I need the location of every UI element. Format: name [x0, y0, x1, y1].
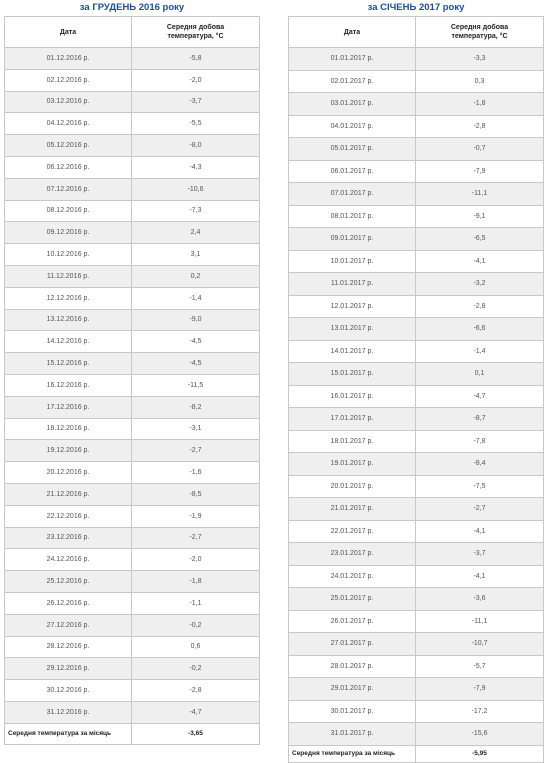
- date-column-header: Дата: [289, 17, 416, 48]
- date-cell: 05.12.2016 р.: [5, 135, 132, 157]
- date-cell: 09.01.2017 р.: [289, 228, 416, 251]
- date-cell: 20.12.2016 р.: [5, 462, 132, 484]
- date-cell: 03.12.2016 р.: [5, 91, 132, 113]
- date-cell: 11.12.2016 р.: [5, 265, 132, 287]
- table-footer-row: [5, 723, 260, 744]
- temperature-cell: -3,6: [416, 588, 544, 611]
- date-cell: 10.12.2016 р.: [5, 244, 132, 266]
- date-cell: 16.12.2016 р.: [5, 374, 132, 396]
- table-row: [289, 93, 544, 116]
- january-rows: [289, 48, 544, 746]
- temperature-cell: 0,6: [132, 636, 260, 658]
- temperature-header-line2: температура, °С: [451, 33, 508, 40]
- december-temperature-table: [4, 16, 260, 745]
- date-cell: 17.01.2017 р.: [289, 408, 416, 431]
- table-row: [289, 363, 544, 386]
- table-row: [5, 113, 260, 135]
- temperature-cell: -2,8: [416, 295, 544, 318]
- temperature-cell: 3,1: [132, 244, 260, 266]
- temperature-cell: -2,8: [416, 115, 544, 138]
- temperature-cell: 2,4: [132, 222, 260, 244]
- temperature-cell: -2,7: [416, 498, 544, 521]
- temperature-cell: -2,7: [132, 440, 260, 462]
- table-row: [5, 527, 260, 549]
- temperature-header-line1: Середня добова: [450, 24, 509, 31]
- table-row: [289, 633, 544, 656]
- date-column-header: Дата: [5, 17, 132, 48]
- table-row: [289, 318, 544, 341]
- table-row: [5, 331, 260, 353]
- table-row: [289, 543, 544, 566]
- date-cell: 23.01.2017 р.: [289, 543, 416, 566]
- date-cell: 22.12.2016 р.: [5, 505, 132, 527]
- date-cell: 20.01.2017 р.: [289, 475, 416, 498]
- table-row: [5, 374, 260, 396]
- table-row: [5, 178, 260, 200]
- temperature-cell: -1,9: [132, 505, 260, 527]
- temperature-cell: -11,5: [132, 374, 260, 396]
- temperature-cell: -4,1: [416, 520, 544, 543]
- table-row: [289, 48, 544, 71]
- table-row: [289, 295, 544, 318]
- temperature-cell: -17,2: [416, 700, 544, 723]
- table-row: [289, 498, 544, 521]
- temperature-header-line2: температура, °С: [167, 33, 224, 40]
- temperature-cell: -3,3: [416, 48, 544, 71]
- temperature-cell: -8,7: [416, 408, 544, 431]
- temperature-cell: -6,5: [416, 228, 544, 251]
- table-row: [289, 115, 544, 138]
- date-cell: 09.12.2016 р.: [5, 222, 132, 244]
- temperature-cell: -1,6: [132, 462, 260, 484]
- table-row: [289, 273, 544, 296]
- temperature-cell: -3,7: [132, 91, 260, 113]
- date-cell: 07.01.2017 р.: [289, 183, 416, 206]
- temperature-cell: -4,3: [132, 156, 260, 178]
- temperature-cell: -1,8: [132, 571, 260, 593]
- table-row: [289, 183, 544, 206]
- table-row: [289, 700, 544, 723]
- date-cell: 13.12.2016 р.: [5, 309, 132, 331]
- date-cell: 26.12.2016 р.: [5, 592, 132, 614]
- date-cell: 14.12.2016 р.: [5, 331, 132, 353]
- date-cell: 22.01.2017 р.: [289, 520, 416, 543]
- table-row: [5, 91, 260, 113]
- temperature-cell: -4,5: [132, 353, 260, 375]
- date-cell: 30.01.2017 р.: [289, 700, 416, 723]
- date-cell: 05.01.2017 р.: [289, 138, 416, 161]
- table-row: [289, 588, 544, 611]
- table-row: [5, 658, 260, 680]
- table-row: [5, 244, 260, 266]
- table-row: [5, 418, 260, 440]
- temperature-cell: -2,8: [132, 680, 260, 702]
- table-row: [5, 680, 260, 702]
- table-header-row: [289, 17, 544, 48]
- monthly-average-value: -3,65: [132, 723, 260, 744]
- temperature-header-line1: Середня добова: [166, 24, 225, 31]
- table-row: [289, 475, 544, 498]
- date-cell: 31.01.2017 р.: [289, 723, 416, 746]
- table-row: [289, 408, 544, 431]
- table-row: [5, 505, 260, 527]
- temperature-cell: -8,4: [416, 453, 544, 476]
- january-2017-panel: [288, 0, 544, 763]
- temperature-cell: -1,4: [132, 287, 260, 309]
- table-row: [5, 462, 260, 484]
- date-cell: 02.01.2017 р.: [289, 70, 416, 93]
- table-row: [5, 592, 260, 614]
- temperature-column-header: [416, 17, 544, 48]
- date-cell: 23.12.2016 р.: [5, 527, 132, 549]
- date-cell: 08.12.2016 р.: [5, 200, 132, 222]
- date-cell: 16.01.2017 р.: [289, 385, 416, 408]
- table-row: [5, 200, 260, 222]
- december-title: за ГРУДЕНЬ 2016 року: [79, 2, 185, 13]
- table-row: [5, 636, 260, 658]
- table-row: [5, 222, 260, 244]
- date-cell: 03.01.2017 р.: [289, 93, 416, 116]
- date-cell: 08.01.2017 р.: [289, 205, 416, 228]
- date-cell: 12.12.2016 р.: [5, 287, 132, 309]
- date-cell: 19.01.2017 р.: [289, 453, 416, 476]
- temperature-cell: -11,1: [416, 610, 544, 633]
- date-cell: 02.12.2016 р.: [5, 69, 132, 91]
- date-cell: 31.12.2016 р.: [5, 701, 132, 723]
- monthly-average-value: -5,95: [416, 745, 544, 762]
- date-cell: 01.01.2017 р.: [289, 48, 416, 71]
- table-row: [289, 453, 544, 476]
- date-cell: 27.12.2016 р.: [5, 614, 132, 636]
- table-header-row: [5, 17, 260, 48]
- temperature-cell: -8,2: [132, 396, 260, 418]
- january-title: за СІЧЕНЬ 2017 року: [367, 2, 465, 13]
- temperature-cell: -0,7: [416, 138, 544, 161]
- temperature-cell: -5,5: [132, 113, 260, 135]
- temperature-cell: -4,7: [132, 701, 260, 723]
- temperature-cell: -7,5: [416, 475, 544, 498]
- table-row: [5, 701, 260, 723]
- table-row: [289, 723, 544, 746]
- table-row: [289, 520, 544, 543]
- temperature-cell: -6,6: [416, 318, 544, 341]
- date-cell: 21.12.2016 р.: [5, 483, 132, 505]
- temperature-cell: -5,8: [132, 48, 260, 70]
- date-cell: 01.12.2016 р.: [5, 48, 132, 70]
- table-row: [5, 353, 260, 375]
- date-cell: 06.01.2017 р.: [289, 160, 416, 183]
- temperature-cell: -2,7: [132, 527, 260, 549]
- date-cell: 27.01.2017 р.: [289, 633, 416, 656]
- temperature-cell: -7,9: [416, 160, 544, 183]
- temperature-cell: -3,1: [132, 418, 260, 440]
- temperature-cell: -5,7: [416, 655, 544, 678]
- temperature-cell: -10,6: [132, 178, 260, 200]
- temperature-column-header: [132, 17, 260, 48]
- temperature-cell: -2,0: [132, 69, 260, 91]
- table-row: [5, 287, 260, 309]
- date-cell: 15.01.2017 р.: [289, 363, 416, 386]
- date-cell: 28.01.2017 р.: [289, 655, 416, 678]
- date-cell: 29.01.2017 р.: [289, 678, 416, 701]
- table-footer-row: [289, 745, 544, 762]
- temperature-cell: -3,7: [416, 543, 544, 566]
- table-row: [289, 228, 544, 251]
- date-cell: 25.12.2016 р.: [5, 571, 132, 593]
- date-cell: 17.12.2016 р.: [5, 396, 132, 418]
- table-row: [289, 385, 544, 408]
- temperature-cell: -1,8: [416, 93, 544, 116]
- table-row: [5, 69, 260, 91]
- date-cell: 11.01.2017 р.: [289, 273, 416, 296]
- temperature-cell: -7,3: [132, 200, 260, 222]
- table-row: [5, 440, 260, 462]
- temperature-cell: 0,3: [416, 70, 544, 93]
- monthly-average-label: Середня температура за місяць: [289, 745, 416, 762]
- table-row: [289, 430, 544, 453]
- table-row: [289, 655, 544, 678]
- temperature-cell: -8,0: [132, 135, 260, 157]
- table-row: [5, 156, 260, 178]
- table-row: [289, 340, 544, 363]
- table-row: [5, 309, 260, 331]
- table-row: [289, 250, 544, 273]
- temperature-cell: 0,1: [416, 363, 544, 386]
- temperature-cell: -9,0: [132, 309, 260, 331]
- date-cell: 13.01.2017 р.: [289, 318, 416, 341]
- table-row: [289, 205, 544, 228]
- temperature-cell: 0,2: [132, 265, 260, 287]
- temperature-cell: -4,7: [416, 385, 544, 408]
- temperature-cell: -7,9: [416, 678, 544, 701]
- temperature-cell: -15,6: [416, 723, 544, 746]
- monthly-average-label: Середня температура за місяць: [5, 723, 132, 744]
- date-cell: 29.12.2016 р.: [5, 658, 132, 680]
- table-row: [289, 610, 544, 633]
- temperature-cell: -1,1: [132, 592, 260, 614]
- table-row: [5, 396, 260, 418]
- date-cell: 10.01.2017 р.: [289, 250, 416, 273]
- table-row: [289, 138, 544, 161]
- date-cell: 12.01.2017 р.: [289, 295, 416, 318]
- table-row: [5, 614, 260, 636]
- temperature-cell: -9,1: [416, 205, 544, 228]
- date-cell: 25.01.2017 р.: [289, 588, 416, 611]
- table-row: [289, 678, 544, 701]
- january-temperature-table: [288, 16, 544, 763]
- temperature-cell: -8,5: [132, 483, 260, 505]
- temperature-cell: -4,1: [416, 565, 544, 588]
- table-row: [5, 549, 260, 571]
- table-row: [289, 160, 544, 183]
- temperature-cell: -0,2: [132, 658, 260, 680]
- date-cell: 30.12.2016 р.: [5, 680, 132, 702]
- december-2016-panel: [4, 0, 260, 745]
- date-cell: 04.01.2017 р.: [289, 115, 416, 138]
- temperature-cell: -2,0: [132, 549, 260, 571]
- table-row: [5, 135, 260, 157]
- date-cell: 15.12.2016 р.: [5, 353, 132, 375]
- date-cell: 14.01.2017 р.: [289, 340, 416, 363]
- date-cell: 07.12.2016 р.: [5, 178, 132, 200]
- date-cell: 26.01.2017 р.: [289, 610, 416, 633]
- date-cell: 19.12.2016 р.: [5, 440, 132, 462]
- table-row: [289, 70, 544, 93]
- date-cell: 06.12.2016 р.: [5, 156, 132, 178]
- date-cell: 21.01.2017 р.: [289, 498, 416, 521]
- temperature-cell: -1,4: [416, 340, 544, 363]
- table-row: [5, 48, 260, 70]
- table-row: [5, 483, 260, 505]
- december-rows: [5, 48, 260, 724]
- table-row: [5, 571, 260, 593]
- temperature-cell: -11,1: [416, 183, 544, 206]
- table-row: [289, 565, 544, 588]
- date-cell: 28.12.2016 р.: [5, 636, 132, 658]
- date-cell: 24.01.2017 р.: [289, 565, 416, 588]
- temperature-cell: -4,5: [132, 331, 260, 353]
- temperature-cell: -4,1: [416, 250, 544, 273]
- date-cell: 04.12.2016 р.: [5, 113, 132, 135]
- table-row: [5, 265, 260, 287]
- date-cell: 18.01.2017 р.: [289, 430, 416, 453]
- temperature-cell: -7,8: [416, 430, 544, 453]
- date-cell: 18.12.2016 р.: [5, 418, 132, 440]
- date-cell: 24.12.2016 р.: [5, 549, 132, 571]
- temperature-cell: -3,2: [416, 273, 544, 296]
- temperature-cell: -0,2: [132, 614, 260, 636]
- temperature-cell: -10,7: [416, 633, 544, 656]
